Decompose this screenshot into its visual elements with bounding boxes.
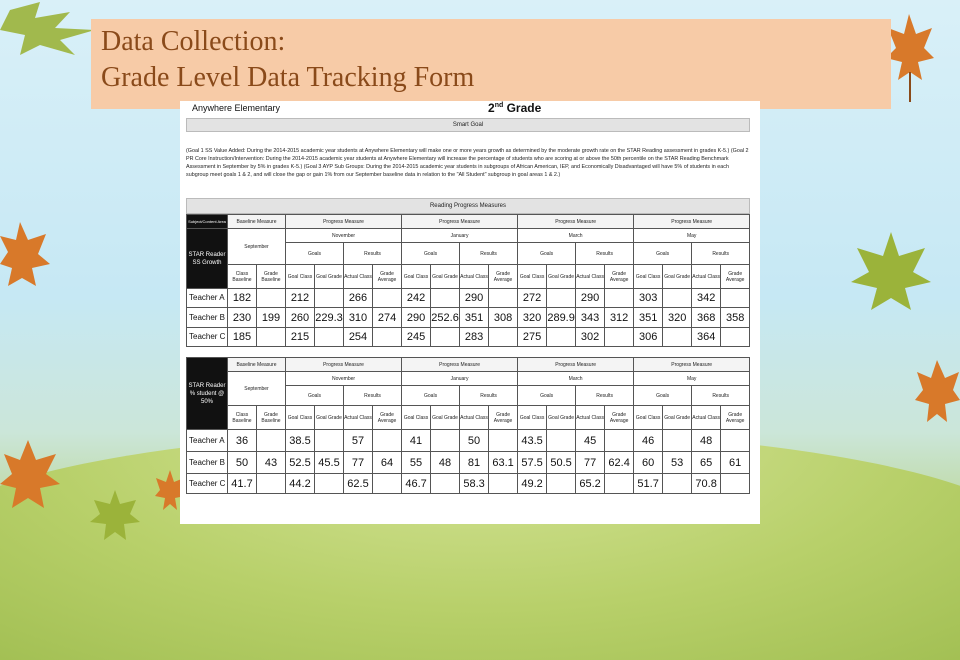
data-cell: 312 [605, 308, 634, 328]
data-cell: 242 [402, 289, 431, 308]
data-cell [547, 289, 576, 308]
data-cell: 49.2 [518, 474, 547, 494]
data-cell [663, 328, 692, 347]
results-label: Results [692, 386, 750, 406]
data-cell [489, 328, 518, 347]
table-row [187, 328, 750, 347]
data-cell: 260 [286, 308, 315, 328]
goal-grade-label: Goal Grade [431, 406, 460, 430]
data-cell: 215 [286, 328, 315, 347]
data-cell [373, 289, 402, 308]
actual-class-label: Actual Class [460, 406, 489, 430]
data-cell: 368 [692, 308, 721, 328]
goal-grade-label: Goal Grade [315, 265, 344, 289]
data-cell: 57 [344, 430, 373, 452]
month-label: November [286, 229, 402, 243]
month-label: January [402, 229, 518, 243]
teacher-name: Teacher B [187, 452, 228, 474]
data-cell [315, 289, 344, 308]
data-cell: 43 [257, 452, 286, 474]
data-cell: 343 [576, 308, 605, 328]
progress-measure-header: Progress Measure [518, 215, 634, 229]
data-cell [663, 430, 692, 452]
data-cell: 81 [460, 452, 489, 474]
progress-measure-header: Progress Measure [634, 215, 750, 229]
goal-class-label: Goal Class [634, 406, 663, 430]
data-cell: 303 [634, 289, 663, 308]
data-cell [257, 289, 286, 308]
data-cell [257, 328, 286, 347]
data-cell: 46 [634, 430, 663, 452]
percent-at-50-table [186, 357, 750, 494]
data-cell: 290 [402, 308, 431, 328]
data-cell: 342 [692, 289, 721, 308]
goal-class-label: Goal Class [634, 265, 663, 289]
maple-leaf-icon [884, 14, 934, 104]
data-cell: 36 [228, 430, 257, 452]
data-cell: 364 [692, 328, 721, 347]
ss-growth-table [186, 214, 750, 347]
teacher-name: Teacher C [187, 328, 228, 347]
data-cell: 306 [634, 328, 663, 347]
maple-leaf-icon [0, 440, 60, 510]
month-label: March [518, 372, 634, 386]
goal-grade-label: Goal Grade [663, 406, 692, 430]
goals-label: Goals [286, 243, 344, 265]
actual-class-label: Actual Class [576, 265, 605, 289]
month-label: January [402, 372, 518, 386]
data-cell: 41 [402, 430, 431, 452]
goals-label: Goals [518, 386, 576, 406]
data-cell: 254 [344, 328, 373, 347]
results-label: Results [344, 386, 402, 406]
data-cell: 199 [257, 308, 286, 328]
data-cell: 290 [460, 289, 489, 308]
actual-class-label: Actual Class [576, 406, 605, 430]
data-cell: 61 [721, 452, 750, 474]
data-cell: 48 [431, 452, 460, 474]
data-cell: 57.5 [518, 452, 547, 474]
data-cell: 50 [228, 452, 257, 474]
data-cell: 45.5 [315, 452, 344, 474]
data-cell: 44.2 [286, 474, 315, 494]
reading-progress-bar: Reading Progress Measures [186, 198, 750, 214]
goals-label: Goals [518, 243, 576, 265]
baseline-measure-header: Baseline Measure [228, 215, 286, 229]
grade-average-label: Grade Average [489, 406, 518, 430]
data-cell [431, 474, 460, 494]
data-cell [605, 430, 634, 452]
data-cell: 212 [286, 289, 315, 308]
data-cell: 266 [344, 289, 373, 308]
data-cell: 65 [692, 452, 721, 474]
month-label: March [518, 229, 634, 243]
data-cell: 55 [402, 452, 431, 474]
teacher-name: Teacher A [187, 289, 228, 308]
data-cell: 65.2 [576, 474, 605, 494]
table-row [187, 289, 750, 308]
data-cell: 320 [518, 308, 547, 328]
data-cell: 274 [373, 308, 402, 328]
data-cell: 46.7 [402, 474, 431, 494]
data-cell: 182 [228, 289, 257, 308]
data-cell: 52.5 [286, 452, 315, 474]
goal-class-label: Goal Class [518, 265, 547, 289]
data-cell [721, 474, 750, 494]
smart-goal-bar: Smart Goal [186, 118, 750, 132]
data-cell [373, 430, 402, 452]
goals-label: Goals [402, 386, 460, 406]
progress-measure-header: Progress Measure [402, 358, 518, 372]
slide-title-line-2: Grade Level Data Tracking Form [101, 62, 475, 93]
grade-average-label: Grade Average [373, 406, 402, 430]
data-cell: 50.5 [547, 452, 576, 474]
data-cell: 62.4 [605, 452, 634, 474]
baseline-month: September [228, 229, 286, 265]
data-cell [721, 289, 750, 308]
grade-average-label: Grade Average [489, 265, 518, 289]
table-row [187, 474, 750, 494]
data-cell: 51.7 [634, 474, 663, 494]
data-cell [257, 430, 286, 452]
goal-text: (Goal 1 SS Value Added: During the 2014-2015 academic year students at Anywhere Elementary will make one or more years growth as determined by the moderate growth rate on the STAR Reading assessment in grades K-5.) (Goal 2 PR Core Instruction/Intervention: During the 2014-2015 academic year students at Anywhere Elementary will increase the percentage of students who are scoring at or above the 50th percentile on the STAR Reading Benchmark Assessment in September by 5% in grades K-5.) (Goal 3 AYP Sub Groups: During the 2014-2015 academic year students in subgroups of African American, IEP, and Economically Disadvantaged will have 5% of students in each subgroup meet goals 1 & 2, and will close the gap or gain 1% from our September baseline data in relation to the "All Student" subgroup in goal areas 1 & 2.) [186, 148, 749, 178]
actual-class-label: Actual Class [460, 265, 489, 289]
grade-average-label: Grade Average [373, 265, 402, 289]
data-cell: 53 [663, 452, 692, 474]
maple-leaf-icon [0, 222, 50, 302]
data-cell [489, 474, 518, 494]
actual-class-label: Actual Class [344, 265, 373, 289]
month-label: May [634, 229, 750, 243]
month-label: May [634, 372, 750, 386]
results-label: Results [460, 386, 518, 406]
goal-grade-label: Goal Grade [547, 265, 576, 289]
progress-measure-header: Progress Measure [402, 215, 518, 229]
progress-measure-header: Progress Measure [286, 215, 402, 229]
data-cell: 351 [460, 308, 489, 328]
data-cell: 310 [344, 308, 373, 328]
goal-grade-label: Goal Grade [547, 406, 576, 430]
data-cell: 290 [576, 289, 605, 308]
data-cell: 229.3 [315, 308, 344, 328]
class-baseline-label: Class Baseline [228, 406, 257, 430]
grade-average-label: Grade Average [721, 406, 750, 430]
data-cell [315, 328, 344, 347]
slide-title-line-1: Data Collection: [101, 26, 286, 57]
data-cell: 62.5 [344, 474, 373, 494]
data-cell: 308 [489, 308, 518, 328]
data-cell: 230 [228, 308, 257, 328]
maple-leaf-icon [915, 360, 960, 430]
goal-grade-label: Goal Grade [431, 265, 460, 289]
progress-measure-header: Progress Measure [634, 358, 750, 372]
data-cell [547, 474, 576, 494]
data-cell [605, 474, 634, 494]
slide-title-box [91, 19, 891, 109]
goal-class-label: Goal Class [286, 406, 315, 430]
data-cell: 275 [518, 328, 547, 347]
star-reader-ss-growth-label: STAR Reader SS Growth [187, 229, 228, 289]
actual-class-label: Actual Class [344, 406, 373, 430]
results-label: Results [460, 243, 518, 265]
data-tracking-form [180, 101, 760, 524]
grade-baseline-label: Grade Baseline [257, 265, 286, 289]
progress-measure-header: Progress Measure [518, 358, 634, 372]
data-cell: 289.9 [547, 308, 576, 328]
data-cell [373, 328, 402, 347]
data-cell [663, 289, 692, 308]
data-cell [489, 289, 518, 308]
actual-class-label: Actual Class [692, 265, 721, 289]
data-cell: 45 [576, 430, 605, 452]
data-cell: 50 [460, 430, 489, 452]
data-cell [431, 430, 460, 452]
data-cell [605, 328, 634, 347]
data-cell: 77 [344, 452, 373, 474]
grade-heading [488, 101, 541, 115]
grade-average-label: Grade Average [721, 265, 750, 289]
teacher-name: Teacher A [187, 430, 228, 452]
goals-label: Goals [634, 243, 692, 265]
goals-label: Goals [634, 386, 692, 406]
data-cell [663, 474, 692, 494]
data-cell: 70.8 [692, 474, 721, 494]
grade-baseline-label: Grade Baseline [257, 406, 286, 430]
data-cell [489, 430, 518, 452]
data-cell: 43.5 [518, 430, 547, 452]
data-cell [605, 289, 634, 308]
goals-label: Goals [286, 386, 344, 406]
data-cell [547, 430, 576, 452]
data-cell: 63.1 [489, 452, 518, 474]
goal-class-label: Goal Class [402, 406, 431, 430]
goal-class-label: Goal Class [518, 406, 547, 430]
star-reader-percent-label: STAR Reader % student @ 50% [187, 358, 228, 430]
table-row [187, 308, 750, 328]
grade-average-label: Grade Average [605, 265, 634, 289]
data-cell [315, 474, 344, 494]
data-cell [257, 474, 286, 494]
class-baseline-label: Class Baseline [228, 265, 257, 289]
grade-word: Grade [506, 101, 542, 115]
actual-class-label: Actual Class [692, 406, 721, 430]
data-cell [431, 328, 460, 347]
goal-grade-label: Goal Grade [315, 406, 344, 430]
grade-suffix: nd [494, 102, 504, 109]
data-cell: 64 [373, 452, 402, 474]
data-cell: 245 [402, 328, 431, 347]
results-label: Results [344, 243, 402, 265]
data-cell: 283 [460, 328, 489, 347]
data-cell: 48 [692, 430, 721, 452]
table-row [187, 430, 750, 452]
grade-number: 2 [488, 101, 495, 115]
table-row [187, 452, 750, 474]
baseline-measure-header: Baseline Measure [228, 358, 286, 372]
month-label: November [286, 372, 402, 386]
progress-measure-header: Progress Measure [286, 358, 402, 372]
data-cell: 77 [576, 452, 605, 474]
data-cell: 351 [634, 308, 663, 328]
data-cell: 185 [228, 328, 257, 347]
goals-label: Goals [402, 243, 460, 265]
subject-area-label: Subject/Content Area [187, 215, 228, 229]
data-cell: 302 [576, 328, 605, 347]
data-cell [431, 289, 460, 308]
goal-class-label: Goal Class [402, 265, 431, 289]
data-cell: 358 [721, 308, 750, 328]
results-label: Results [576, 243, 634, 265]
teacher-name: Teacher C [187, 474, 228, 494]
data-cell: 41.7 [228, 474, 257, 494]
data-cell: 320 [663, 308, 692, 328]
results-label: Results [692, 243, 750, 265]
data-cell [721, 430, 750, 452]
goal-grade-label: Goal Grade [663, 265, 692, 289]
data-cell: 38.5 [286, 430, 315, 452]
data-cell: 272 [518, 289, 547, 308]
data-cell [721, 328, 750, 347]
school-name: Anywhere Elementary [192, 103, 281, 113]
data-cell [373, 474, 402, 494]
results-label: Results [576, 386, 634, 406]
teacher-name: Teacher B [187, 308, 228, 328]
maple-leaf-icon [90, 490, 140, 540]
data-cell: 58.3 [460, 474, 489, 494]
goal-class-label: Goal Class [286, 265, 315, 289]
maple-leaf-icon [851, 232, 931, 312]
data-cell: 252.6 [431, 308, 460, 328]
data-cell: 60 [634, 452, 663, 474]
data-cell [547, 328, 576, 347]
baseline-month: September [228, 372, 286, 406]
data-cell [315, 430, 344, 452]
grade-average-label: Grade Average [605, 406, 634, 430]
